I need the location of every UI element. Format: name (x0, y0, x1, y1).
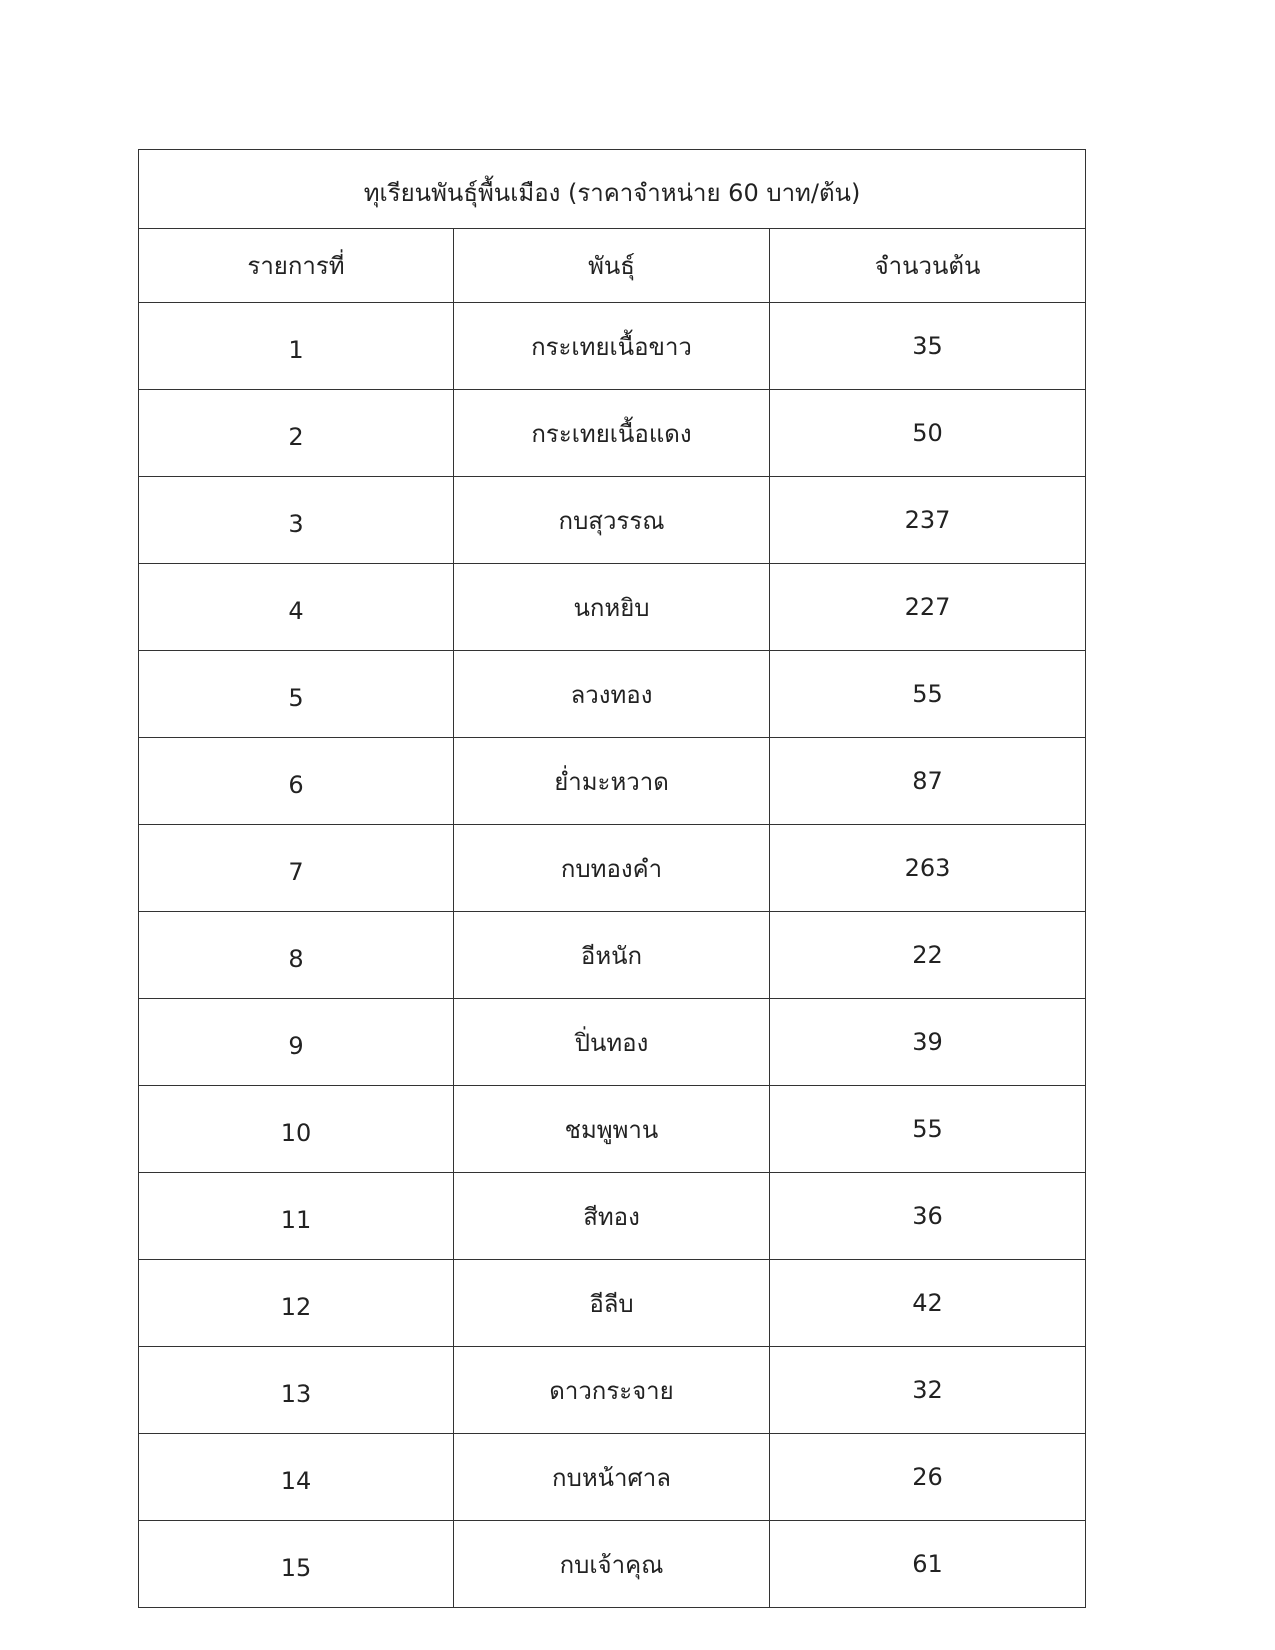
tree-count-cell: 61 (770, 1521, 1086, 1608)
table-title-row (139, 150, 1086, 229)
tree-count-cell: 22 (770, 912, 1086, 999)
item-number-cell: 1 (139, 303, 454, 390)
table-row (139, 1260, 1086, 1347)
table-row (139, 1434, 1086, 1521)
variety-cell: สีทอง (454, 1173, 770, 1260)
table-row (139, 738, 1086, 825)
item-number-cell: 8 (139, 912, 454, 999)
table-row (139, 1347, 1086, 1434)
column-header-variety: พันธุ์ (454, 229, 770, 303)
item-number-cell: 6 (139, 738, 454, 825)
table-row (139, 1173, 1086, 1260)
variety-cell: กบเจ้าคุณ (454, 1521, 770, 1608)
variety-cell: กบหน้าศาล (454, 1434, 770, 1521)
variety-cell: อีหนัก (454, 912, 770, 999)
tree-count-cell: 26 (770, 1434, 1086, 1521)
table-row (139, 825, 1086, 912)
variety-cell: กบทองคำ (454, 825, 770, 912)
tree-count-cell: 237 (770, 477, 1086, 564)
table-row (139, 1086, 1086, 1173)
tree-count-cell: 227 (770, 564, 1086, 651)
item-number-cell: 3 (139, 477, 454, 564)
tree-count-cell: 55 (770, 1086, 1086, 1173)
tree-count-cell: 55 (770, 651, 1086, 738)
variety-cell: ปิ่นทอง (454, 999, 770, 1086)
table-row (139, 1521, 1086, 1608)
item-number-cell: 15 (139, 1521, 454, 1608)
table-body (139, 150, 1086, 1608)
variety-cell: ลวงทอง (454, 651, 770, 738)
tree-count-cell: 42 (770, 1260, 1086, 1347)
table-row (139, 564, 1086, 651)
item-number-cell: 9 (139, 999, 454, 1086)
variety-cell: กบสุวรรณ (454, 477, 770, 564)
table-row (139, 477, 1086, 564)
item-number-cell: 14 (139, 1434, 454, 1521)
tree-count-cell: 263 (770, 825, 1086, 912)
tree-count-cell: 50 (770, 390, 1086, 477)
table-row (139, 303, 1086, 390)
table-header-row (139, 229, 1086, 303)
table-row (139, 390, 1086, 477)
table-row (139, 651, 1086, 738)
table-title: ทุเรียนพันธุ์พื้นเมือง (ราคาจำหน่าย 60 บาท/ต้น) (139, 150, 1086, 229)
table-row (139, 912, 1086, 999)
column-header-tree-count: จำนวนต้น (770, 229, 1086, 303)
variety-cell: อีลีบ (454, 1260, 770, 1347)
tree-count-cell: 87 (770, 738, 1086, 825)
tree-count-cell: 36 (770, 1173, 1086, 1260)
tree-count-cell: 39 (770, 999, 1086, 1086)
variety-cell: กระเทยเนื้อแดง (454, 390, 770, 477)
tree-count-cell: 32 (770, 1347, 1086, 1434)
column-header-item-no: รายการที่ (139, 229, 454, 303)
item-number-cell: 5 (139, 651, 454, 738)
item-number-cell: 4 (139, 564, 454, 651)
item-number-cell: 2 (139, 390, 454, 477)
variety-cell: ดาวกระจาย (454, 1347, 770, 1434)
table-row (139, 999, 1086, 1086)
tree-count-cell: 35 (770, 303, 1086, 390)
durian-variety-table (138, 149, 1086, 1608)
variety-cell: ย่ำมะหวาด (454, 738, 770, 825)
variety-cell: นกหยิบ (454, 564, 770, 651)
item-number-cell: 13 (139, 1347, 454, 1434)
variety-cell: ชมพูพาน (454, 1086, 770, 1173)
variety-cell: กระเทยเนื้อขาว (454, 303, 770, 390)
item-number-cell: 12 (139, 1260, 454, 1347)
item-number-cell: 7 (139, 825, 454, 912)
item-number-cell: 10 (139, 1086, 454, 1173)
item-number-cell: 11 (139, 1173, 454, 1260)
